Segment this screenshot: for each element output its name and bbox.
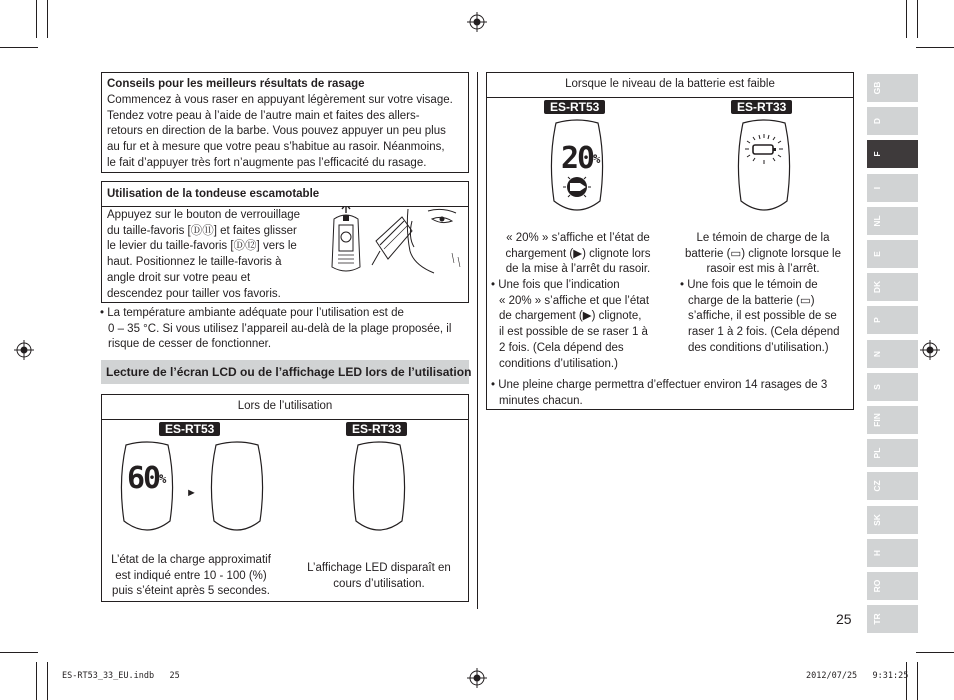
caption-divider bbox=[102, 419, 468, 420]
language-tab-dk[interactable] bbox=[867, 273, 918, 301]
text-line: est indiqué entre 10 - 100 (%) bbox=[115, 569, 267, 582]
language-tab-ro[interactable] bbox=[867, 572, 918, 600]
text-line: haut. Positionnez le taille-favoris à bbox=[107, 256, 282, 269]
language-tab-label: PL bbox=[872, 447, 882, 459]
language-tab-fin[interactable] bbox=[867, 406, 918, 434]
language-tab-s[interactable] bbox=[867, 373, 918, 401]
language-tab-cz[interactable] bbox=[867, 472, 918, 500]
text-line: conditions d’utilisation.) bbox=[499, 357, 618, 370]
text-line: Le témoin de charge de la bbox=[696, 232, 830, 244]
language-tab-gb[interactable] bbox=[867, 74, 918, 102]
language-tab-label: TR bbox=[872, 613, 882, 625]
language-tab-label: DK bbox=[872, 280, 882, 294]
low-battery-desc-es-rt53-intro bbox=[489, 231, 667, 278]
language-tab-label: P bbox=[872, 317, 882, 323]
language-tab-label: NL bbox=[872, 215, 882, 227]
full-charge-note bbox=[491, 378, 853, 409]
low-battery-desc-es-rt33-intro bbox=[673, 231, 853, 278]
language-tab-sk[interactable] bbox=[867, 506, 918, 534]
text-line: « 20% » s’affiche et l’état de bbox=[506, 232, 650, 244]
text-line: Tendez votre peau à l’aide de l’autre main et faites des allers- bbox=[107, 109, 420, 122]
text-line: au fur et à mesure que votre peau s’habitue au rasoir. Néanmoins, bbox=[107, 141, 445, 154]
text-line: • Une fois que l’indication bbox=[491, 279, 620, 291]
trimmer-title: Utilisation de la tondeuse escamotable bbox=[107, 188, 320, 200]
text-line: Appuyez sur le bouton de verrouillage bbox=[107, 209, 301, 221]
text-line: retours en direction de la barbe. Vous pouvez appuyer un peu plus bbox=[107, 125, 446, 138]
crop-mark bbox=[916, 652, 954, 653]
text-line: il est possible de se raser 1 à bbox=[499, 326, 648, 339]
footer-timestamp: 2012/07/25 9:31:25 bbox=[806, 671, 909, 681]
language-tab-tr[interactable] bbox=[867, 605, 918, 633]
led-battery-indicator bbox=[733, 119, 795, 217]
language-tab-label: SK bbox=[872, 514, 882, 526]
text-line: s’affiche, il est possible de se bbox=[688, 310, 837, 323]
text-line: « 20% » s’affiche et que l’état bbox=[499, 294, 650, 307]
low-battery-box-right-border bbox=[853, 376, 854, 410]
tips-body bbox=[107, 93, 467, 172]
language-tab-label: N bbox=[872, 350, 882, 358]
trimmer-body bbox=[107, 208, 322, 302]
caption-divider bbox=[487, 97, 853, 98]
crop-mark bbox=[36, 0, 37, 38]
registration-target-icon bbox=[920, 340, 940, 360]
model-badge-es-rt33: ES-RT33 bbox=[346, 422, 407, 436]
trimmer-illustration bbox=[324, 207, 466, 275]
language-tab-label: I bbox=[872, 186, 882, 190]
during-use-desc-es-rt33 bbox=[292, 561, 466, 592]
text-line: des conditions d’utilisation.) bbox=[688, 341, 829, 354]
section-heading: Lecture de l’écran LCD ou de l’affichage LED lors de l’utilisation bbox=[106, 365, 472, 379]
text-line: L’affichage LED disparaît en bbox=[307, 562, 451, 574]
text-line: risque de cesser de fonctionner. bbox=[108, 338, 272, 351]
lcd-percentage bbox=[127, 461, 165, 496]
language-tab-label: FIN bbox=[872, 413, 882, 427]
lcd-unit: % bbox=[159, 472, 165, 486]
text-line: du taille-favoris [Ⓓ⑪] et faites glisser bbox=[107, 224, 297, 237]
text-line: raser 1 à 2 fois. (Cela dépend bbox=[688, 326, 840, 339]
model-badge-es-rt33: ES-RT33 bbox=[731, 100, 792, 114]
lcd-display-off bbox=[206, 441, 268, 537]
registration-target-icon bbox=[467, 668, 487, 688]
language-tab-label: D bbox=[872, 117, 882, 125]
lcd-unit: % bbox=[593, 152, 599, 166]
language-tab-pl[interactable] bbox=[867, 439, 918, 467]
text-line: • Une fois que le témoin de bbox=[680, 279, 818, 291]
section-heading-bar bbox=[101, 360, 472, 384]
language-tab-d[interactable] bbox=[867, 107, 918, 135]
during-use-box bbox=[101, 394, 469, 602]
during-use-desc-es-rt53 bbox=[102, 553, 280, 600]
language-tab-h[interactable] bbox=[867, 539, 918, 567]
crop-mark bbox=[0, 652, 38, 653]
language-tab-label: H bbox=[872, 549, 882, 557]
language-tab-label: RO bbox=[872, 579, 882, 593]
language-tab-p[interactable] bbox=[867, 306, 918, 334]
text-line: • Une pleine charge permettra d’effectuer environ 14 rasages de 3 bbox=[491, 379, 828, 391]
trimmer-box bbox=[101, 181, 469, 303]
text-line: puis s’éteint après 5 secondes. bbox=[112, 585, 270, 598]
registration-target-icon bbox=[467, 12, 487, 32]
text-line: charge de la batterie (▭) bbox=[688, 294, 815, 307]
language-tab-label: F bbox=[872, 151, 882, 157]
tips-box bbox=[101, 72, 469, 173]
footer-file-info: ES-RT53_33_EU.indb 25 bbox=[62, 671, 180, 681]
model-badge-es-rt53: ES-RT53 bbox=[544, 100, 605, 114]
language-tab-i[interactable] bbox=[867, 174, 918, 202]
crop-mark bbox=[916, 47, 954, 48]
crop-mark bbox=[47, 0, 48, 38]
crop-mark bbox=[47, 662, 48, 700]
text-line: le fait d’appuyer très fort n’augmente pas l’efficacité du rasage. bbox=[107, 156, 427, 169]
lcd-value: 20 bbox=[561, 141, 594, 176]
model-badge-es-rt53: ES-RT53 bbox=[159, 422, 220, 436]
text-line: descendez pour tailler vos favoris. bbox=[107, 287, 281, 300]
crop-mark bbox=[906, 662, 907, 700]
low-battery-desc-es-rt33-bullet bbox=[680, 278, 855, 357]
crop-mark bbox=[36, 662, 37, 700]
crop-mark bbox=[0, 47, 38, 48]
language-tab-label: GB bbox=[872, 81, 882, 95]
text-line: angle droit sur votre peau et bbox=[107, 271, 251, 284]
tips-title: Conseils pour les meilleurs résultats de rasage bbox=[107, 78, 365, 90]
text-line: minutes chacun. bbox=[499, 394, 583, 407]
crop-mark bbox=[917, 662, 918, 700]
lcd-percentage bbox=[561, 141, 599, 176]
language-tab-f[interactable] bbox=[867, 140, 918, 168]
text-line: de chargement (▶) clignote, bbox=[499, 310, 642, 323]
column-divider bbox=[477, 72, 478, 609]
text-line: Commencez à vous raser en appuyant légèrement sur votre visage. bbox=[107, 94, 453, 106]
language-tab-label: CZ bbox=[872, 480, 882, 492]
registration-target-icon bbox=[14, 340, 34, 360]
text-line: chargement (▶) clignote lors bbox=[505, 247, 651, 260]
language-tab-label: S bbox=[872, 384, 882, 390]
text-line: • La température ambiante adéquate pour l’utilisation est de bbox=[100, 307, 404, 319]
temperature-note bbox=[100, 306, 472, 353]
low-battery-box bbox=[486, 72, 854, 407]
crop-mark bbox=[906, 0, 907, 38]
text-line: cours d’utilisation. bbox=[333, 577, 425, 590]
during-use-caption: Lors de l’utilisation bbox=[237, 400, 333, 412]
low-battery-caption: Lorsque le niveau de la batterie est faible bbox=[565, 78, 775, 90]
text-line: L’état de la charge approximatif bbox=[111, 554, 271, 566]
language-tab-e[interactable] bbox=[867, 240, 918, 268]
text-line: rasoir est mis à l’arrêt. bbox=[706, 263, 820, 276]
text-line: le levier du taille-favoris [Ⓓ⑫] vers le bbox=[107, 240, 297, 253]
crop-mark bbox=[917, 0, 918, 38]
low-battery-desc-es-rt53-bullet bbox=[491, 278, 669, 372]
text-line: 2 fois. (Cela dépend des bbox=[499, 341, 624, 354]
language-tab-label: E bbox=[872, 251, 882, 257]
page-number: 25 bbox=[836, 611, 852, 627]
low-battery-box-bottom-border bbox=[486, 409, 854, 410]
led-display-off bbox=[348, 441, 410, 537]
transition-arrow-icon: ► bbox=[186, 487, 197, 499]
low-battery-box-left-border bbox=[486, 376, 487, 410]
text-line: batterie (▭) clignote lorsque le bbox=[685, 247, 841, 260]
text-line: de la mise à l’arrêt du rasoir. bbox=[505, 263, 651, 276]
language-tab-nl[interactable] bbox=[867, 207, 918, 235]
language-tab-n[interactable] bbox=[867, 340, 918, 368]
lcd-value: 60 bbox=[127, 461, 160, 496]
text-line: 0 – 35 °C. Si vous utilisez l’appareil au-delà de la plage proposée, il bbox=[108, 322, 452, 335]
